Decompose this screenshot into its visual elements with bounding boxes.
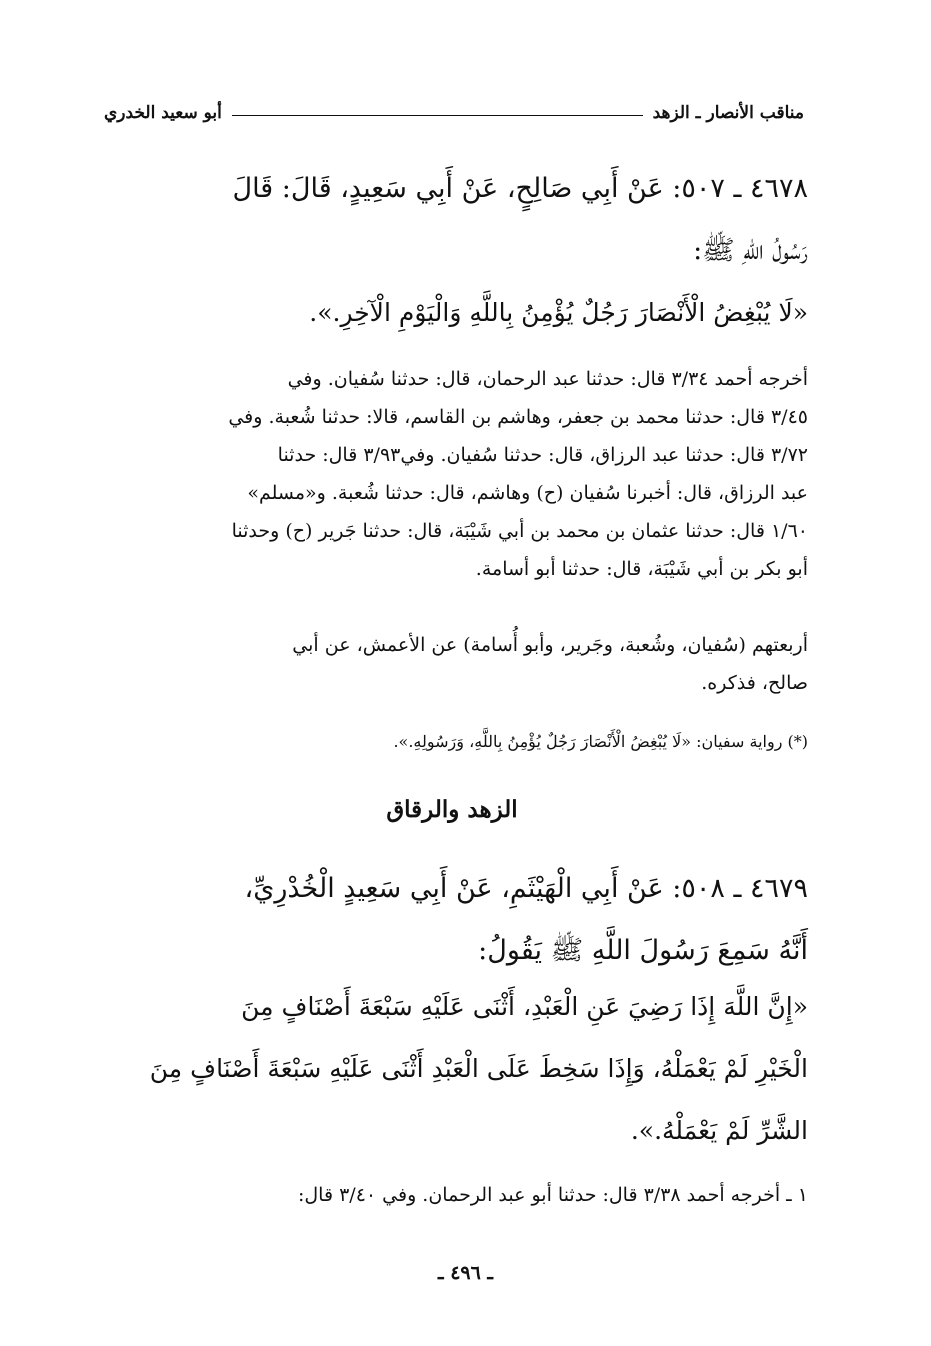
section-title: الزهد والرقاق [386, 796, 518, 823]
hadith-4678-attribution: رَسُولُ اللهِ ﷺ: [693, 235, 808, 266]
hadith-4678-footnote [96, 730, 808, 754]
header-rule [232, 115, 643, 116]
takhrij-line: ٣/٤٥ قال: حدثنا محمد بن جعفر، وهاشم بن القاسم، قالا: حدثنا شُعبة. وفي [228, 406, 808, 428]
hadith-4678-summary [96, 626, 808, 702]
takhrij-line: ١ ـ أخرجه أحمد ٣/٣٨ قال: حدثنا أبو عبد الرحمان. وفي ٣/٤٠ قال: [297, 1184, 808, 1206]
page-number: ـ ٤٩٦ ـ [438, 1262, 493, 1284]
summary-line: صالح، فذكره. [701, 672, 808, 694]
hadith-4679-heading [96, 858, 808, 982]
hadith-4678-takhrij [96, 360, 808, 588]
hadith-4678-text [96, 282, 808, 344]
takhrij-line: أخرجه أحمد ٣/٣٤ قال: حدثنا عبد الرحمان، قال: حدثنا سُفيان. وفي [287, 368, 808, 390]
footnote-text: (*) رواية سفيان: «لَا يُبْغِضُ الْأَنْصَارَ رَجُلٌ يُؤْمِنُ بِاللَّهِ، وَرَسُولِهِ.». [393, 732, 808, 751]
hadith-4679-text [96, 976, 808, 1162]
quote-line: «إِنَّ اللَّهَ إِذَا رَضِيَ عَنِ الْعَبْدِ، أَثْنَى عَلَيْهِ سَبْعَةَ أَصْنَافٍ مِنَ [241, 992, 808, 1021]
hadith-4678-isnad: ٤٦٧٨ ـ ٥٠٧: عَنْ أَبِي صَالِحٍ، عَنْ أَبِي سَعِيدٍ، قَالَ: قَالَ [232, 173, 808, 204]
header-chapter: مناقب الأنصار ـ الزهد [652, 103, 804, 123]
hadith-4678-heading [96, 158, 808, 282]
hadith-4679-attribution: أَنَّهُ سَمِعَ رَسُولَ اللَّهِ ﷺ يَقُولُ: [478, 935, 808, 966]
quote-line: الشَّرِّ لَمْ يَعْمَلْهُ.». [630, 1116, 808, 1145]
takhrij-line: ١/٦٠ قال: حدثنا عثمان بن محمد بن أبي شَيْبَة، قال: حدثنا جَرير (ح) وحدثنا [231, 520, 808, 542]
hadith-4679-isnad: ٤٦٧٩ ـ ٥٠٨: عَنْ أَبِي الْهَيْثَمِ، عَنْ أَبِي سَعِيدٍ الْخُدْرِيِّ، [244, 873, 808, 904]
takhrij-line: أبو بكر بن أبي شَيْبَة، قال: حدثنا أبو أسامة. [475, 558, 808, 580]
running-header [104, 102, 804, 124]
quote-line: الْخَيْرِ لَمْ يَعْمَلْهُ، وَإِذَا سَخِطَ عَلَى الْعَبْدِ أَثْنَى عَلَيْهِ سَبْعَةَ أَصْنَافٍ مِنَ [149, 1054, 808, 1083]
hadith-4678-quote: «لَا يُبْغِضُ الْأَنْصَارَ رَجُلٌ يُؤْمِنُ بِاللَّهِ وَالْيَوْمِ الْآخِرِ.». [309, 298, 808, 327]
hadith-4679-takhrij [96, 1176, 808, 1214]
takhrij-line: ٣/٧٢ قال: حدثنا عبد الرزاق، قال: حدثنا سُفيان. وفي٣/٩٣ قال: حدثنا [277, 444, 808, 466]
header-narrator: أبو سعيد الخدري [104, 103, 222, 123]
takhrij-line: عبد الرزاق، قال: أخبرنا سُفيان (ح) وهاشم، قال: حدثنا شُعبة. و«مسلم» [247, 482, 808, 504]
summary-line: أربعتهم (سُفيان، وشُعبة، وجَرير، وأبو أُسامة) عن الأعمش، عن أبي [292, 634, 808, 656]
